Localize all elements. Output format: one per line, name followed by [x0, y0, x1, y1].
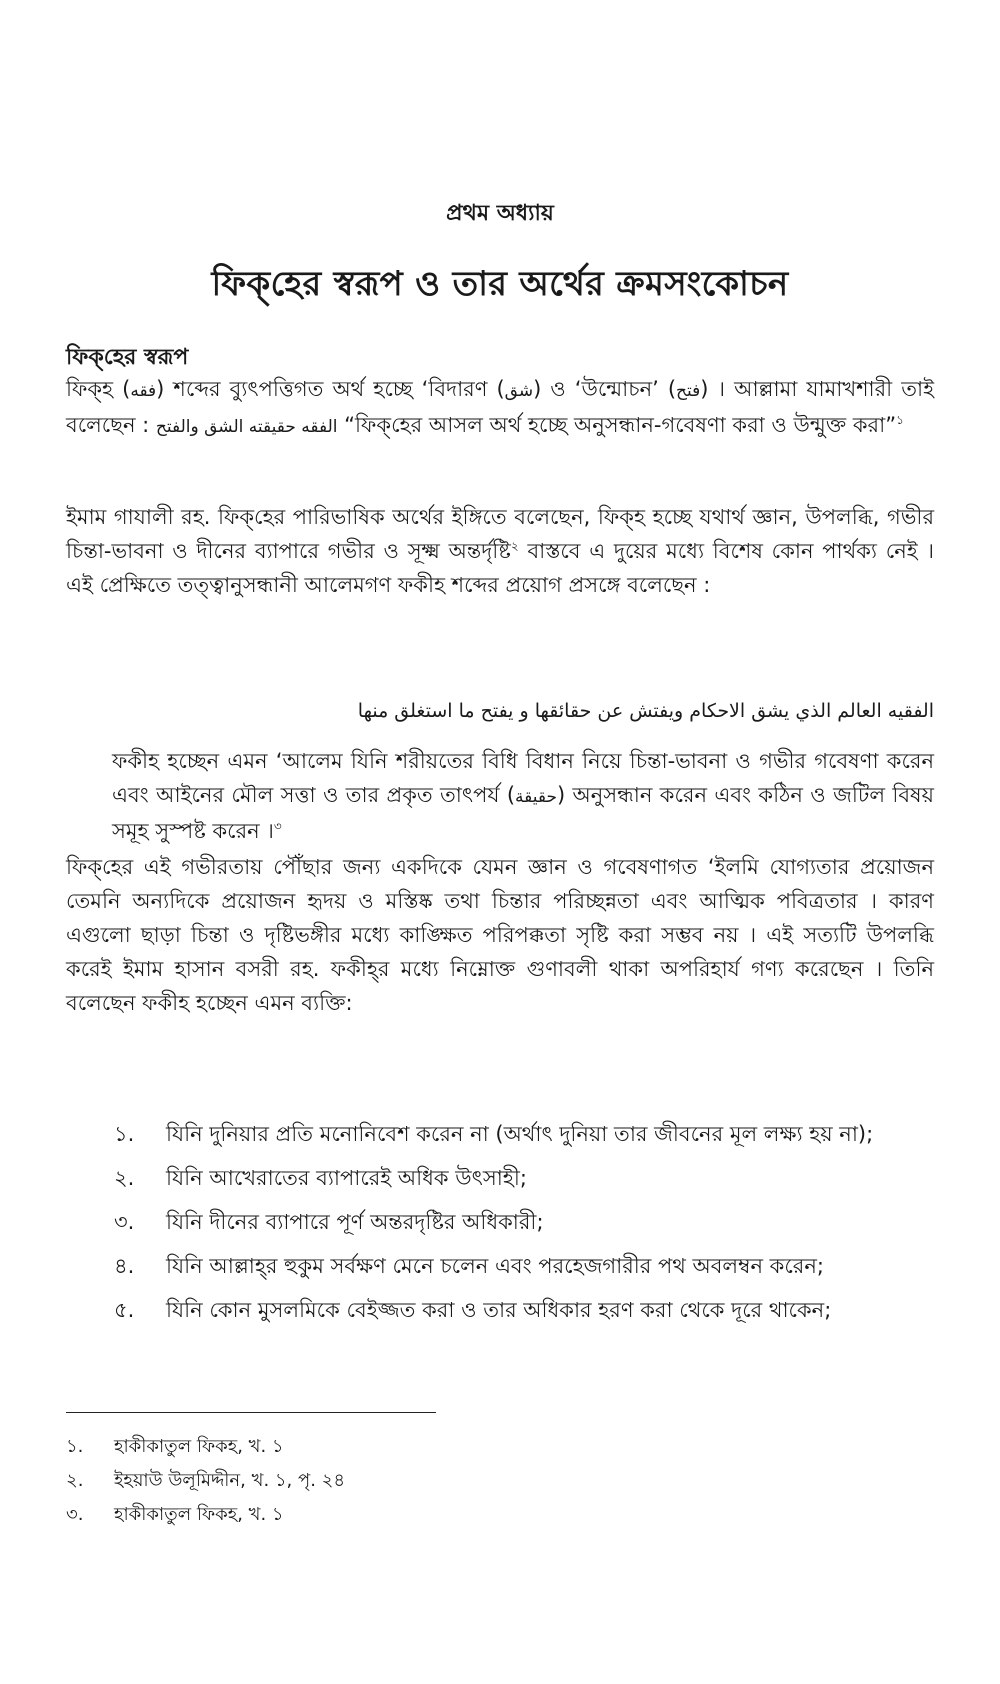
list-item — [114, 1250, 934, 1282]
list-text: যিনি আখেরাতের ব্যাপারেই অধিক উৎসাহী; — [166, 1166, 527, 1190]
paragraph-text: ) । আল্লামা যামাখশারী তাই বলেছেন : — [66, 377, 934, 437]
arabic-word: فتح — [676, 381, 701, 401]
footnote-divider — [66, 1412, 436, 1413]
paragraph-text: ফিক্‌হ ( — [66, 377, 131, 401]
list-number: ২. — [114, 1166, 135, 1190]
paragraph-etymology — [66, 372, 934, 444]
arabic-phrase: الفقه حقيقته الشق والفتح — [155, 417, 338, 437]
footnotes — [66, 1430, 934, 1532]
footnote-text: ইহয়াউ উলূমিদ্দীন, খ. ১, পৃ. ২৪ — [114, 1470, 346, 1491]
footnote-number: ২. — [66, 1470, 84, 1491]
chapter-label: প্রথম অধ্যায় — [446, 201, 554, 226]
paragraph-text: “ফিক্‌হের আসল অর্থ হচ্ছে অনুসন্ধান-গবেষণা করা ও উন্মুক্ত করা” — [337, 413, 897, 437]
arabic-word: شق — [504, 381, 534, 401]
footnote — [66, 1498, 934, 1532]
paragraph-text: বাস্তবে এ দুয়ের মধ্যে বিশেষ কোন পার্থক্য নেই । এই প্রেক্ষিতে তত্ত্বানুসন্ধানী আলেমগণ ফকীহ শব্দের প্রয়োগ প্রসঙ্গে বলেছেন : — [66, 539, 934, 597]
qualities-list — [114, 1118, 934, 1338]
paragraph-text: ফকীহ হচ্ছেন এমন ‘আলেম যিনি শরীয়তের বিধি বিধান নিয়ে চিন্তা-ভাবনা ও গভীর গবেষণা করেন এবং আইনের মৌল সত্তা ও তার প্রকৃত তাৎপর্য ( — [112, 749, 934, 807]
chapter-title: ফিক্‌হের স্বরূপ ও তার অর্থের ক্রমসংকোচন — [211, 264, 789, 304]
list-text: যিনি দুনিয়ার প্রতি মনোনিবেশ করেন না (অর্থাৎ দুনিয়া তার জীবনের মূল লক্ষ্য হয় না); — [166, 1122, 874, 1146]
footnote-number: ১. — [66, 1436, 84, 1457]
list-number: ৩. — [114, 1210, 135, 1234]
footnote — [66, 1430, 934, 1464]
paragraph-text: ইমাম গাযালী রহ. ফিক্‌হের পারিভাষিক অর্থের ইঙ্গিতে বলেছেন, ফিক্‌হ হচ্ছে যথার্থ জ্ঞান, উপলব্ধি, গভীর চিন্তা-ভাবনা ও দীনের ব্যাপারে গভীর ও সূক্ষ্ম অন্তর্দৃষ্টি — [66, 505, 934, 563]
list-number: ৪. — [114, 1254, 135, 1278]
book-page — [66, 0, 934, 1684]
paragraph-ghazali — [66, 500, 934, 602]
footnote-ref: ২ — [510, 539, 519, 553]
arabic-word: حقيقة — [515, 787, 557, 807]
list-text: যিনি দীনের ব্যাপারে পূর্ণ অন্তরদৃষ্টির অধিকারী; — [166, 1210, 544, 1234]
list-item — [114, 1162, 934, 1194]
paragraph-text: ) শব্দের ব্যুৎপত্তিগত অর্থ হচ্ছে ‘বিদারণ ( — [156, 377, 505, 401]
footnote-ref: ১ — [896, 413, 904, 427]
list-number: ১. — [114, 1122, 135, 1146]
arabic-quote: الفقيه العالم الذي يشق الاحكام ويفتش عن حقائقها و يفتح ما استغلق منها — [357, 700, 934, 722]
list-item — [114, 1206, 934, 1238]
footnote-text: হাকীকাতুল ফিকহ, খ. ১ — [114, 1504, 284, 1525]
footnote-number: ৩. — [66, 1504, 84, 1525]
footnote-ref: ৩ — [273, 819, 282, 833]
footnote — [66, 1464, 934, 1498]
paragraph-depth: ফিক্‌হের এই গভীরতায় পৌঁছার জন্য একদিকে যেমন জ্ঞান ও গবেষণাগত ‘ইলমি যোগ্যতার প্রয়োজন তেমনি অন্যদিকে প্রয়োজন হৃদয় ও মস্তিষ্ক তথা চিন্তার পরিচ্ছন্নতা এবং আত্মিক পবিত্রতার । কারণ এগুলো ছাড়া চিন্তা ও দৃষ্টিভঙ্গীর মধ্যে কাঙ্ক্ষিত পরিপক্কতা সৃষ্টি করা সম্ভব নয় । এই সত্যটি উপলব্ধি করেই ইমাম হাসান বসরী রহ. ফকীহ্‌র মধ্যে নিম্নোক্ত গুণাবলী থাকা অপরিহার্য গণ্য করেছেন । তিনি বলেছেন ফকীহ হচ্ছেন এমন ব্যক্তি: — [66, 855, 934, 1015]
footnote-text: হাকীকাতুল ফিকহ, খ. ১ — [114, 1436, 284, 1457]
section-heading: ফিক্‌হের স্বরূপ — [66, 345, 189, 370]
list-text: যিনি আল্লাহ্‌র হুকুম সর্বক্ষণ মেনে চলেন এবং পরহেজগারীর পথ অবলম্বন করেন; — [166, 1254, 824, 1278]
paragraph-faqih-definition — [112, 744, 934, 848]
arabic-word: فقه — [130, 381, 157, 401]
list-number: ৫. — [114, 1298, 135, 1322]
list-text: যিনি কোন মুসলমিকে বেইজ্জত করা ও তার অধিকার হরণ করা থেকে দূরে থাকেন; — [166, 1298, 832, 1322]
list-item — [114, 1118, 934, 1150]
paragraph-text: ) ও ‘উন্মোচন’ ( — [533, 377, 677, 401]
list-item — [114, 1294, 934, 1326]
paragraph-text: ) অনুসন্ধান করেন এবং কঠিন ও জটিল বিষয় সমূহ সুস্পষ্ট করেন । — [112, 783, 934, 843]
